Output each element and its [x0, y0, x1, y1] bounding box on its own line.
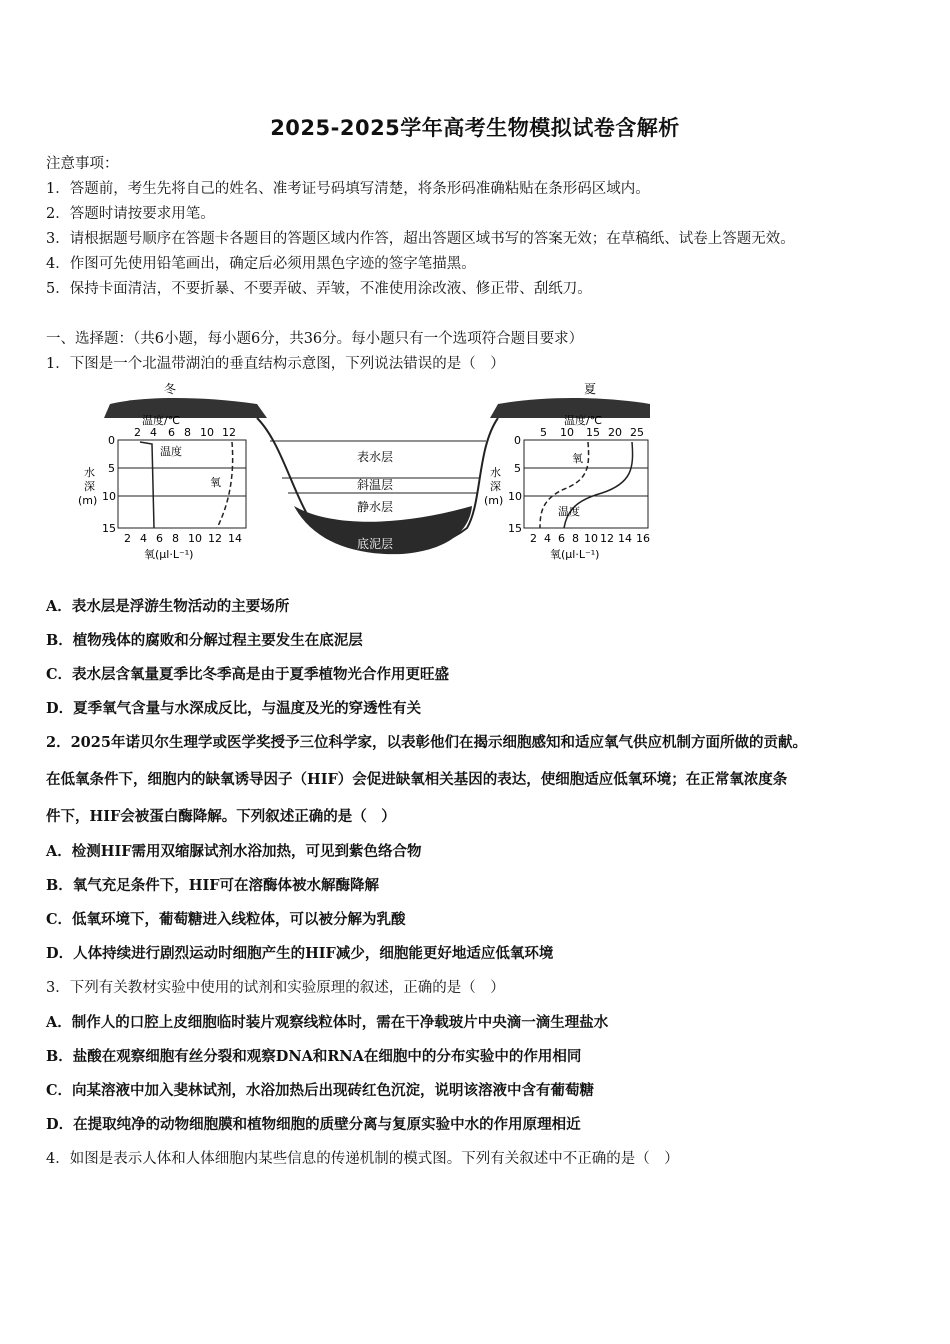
svg-text:水: 水	[84, 466, 95, 479]
winter-depth-ticks	[102, 434, 116, 535]
question-1-option-b: B．植物残体的腐败和分解过程主要发生在底泥层	[46, 632, 363, 649]
svg-text:8: 8	[572, 532, 579, 545]
svg-text:10: 10	[560, 426, 574, 439]
svg-text:15: 15	[508, 522, 522, 535]
svg-text:0: 0	[108, 434, 115, 447]
question-3-option-a: A．制作人的口腔上皮细胞临时装片观察线粒体时，需在干净载玻片中央滴一滴生理盐水	[46, 1014, 609, 1031]
svg-text:深: 深	[490, 480, 501, 493]
question-3-option-c: C．向某溶液中加入斐林试剂，水浴加热后出现砖红色沉淀，说明该溶液中含有葡萄糖	[46, 1082, 595, 1099]
layer-label: 静水层	[356, 500, 394, 514]
summer-temp-curve-label: 温度	[558, 505, 580, 518]
winter-temp-axis-title: 温度/℃	[142, 414, 181, 427]
winter-temp-curve	[140, 442, 154, 528]
note-item: 2．答题时请按要求用笔。	[46, 206, 215, 222]
svg-text:0: 0	[514, 434, 521, 447]
svg-text:10: 10	[102, 490, 116, 503]
svg-text:4: 4	[140, 532, 147, 545]
svg-text:8: 8	[184, 426, 191, 439]
question-2-option-d: D．人体持续进行剧烈运动时细胞产生的HIF减少，细胞能更好地适应低氧环境	[46, 945, 554, 962]
question-1-option-a: A．表水层是浮游生物活动的主要场所	[46, 598, 290, 615]
winter-season-label: 冬	[164, 382, 177, 396]
section-heading: 一、选择题：（共6小题，每小题6分，共36分。每小题只有一个选项符合题目要求）	[46, 331, 584, 347]
question-2-stem: 件下，HIF会被蛋白酶降解。下列叙述正确的是（ ）	[46, 808, 396, 825]
svg-text:2: 2	[530, 532, 537, 545]
winter-oxygen-ticks	[124, 532, 242, 545]
layer-label: 表水层	[356, 450, 394, 464]
svg-text:14: 14	[228, 532, 242, 545]
note-item: 1．答题前，考生先将自己的姓名、准考证号码填写清楚，将条形码准确粘贴在条形码区域内。	[46, 181, 650, 197]
svg-text:12: 12	[600, 532, 614, 545]
question-2-option-b: B．氧气充足条件下，HIF可在溶酶体被水解酶降解	[46, 877, 380, 894]
svg-text:5: 5	[514, 462, 521, 475]
winter-temp-curve-label: 温度	[160, 445, 182, 458]
question-4-stem: 4．如图是表示人体和人体细胞内某些信息的传递机制的模式图。下列有关叙述中不正确的是（ ）	[46, 1151, 679, 1167]
svg-text:20: 20	[608, 426, 622, 439]
winter-oxygen-axis-title: 氧(μl·L⁻¹)	[144, 548, 194, 561]
summer-oxygen-axis-title: 氧(μl·L⁻¹)	[550, 548, 600, 561]
svg-text:4: 4	[150, 426, 157, 439]
question-2-option-a: A．检测HIF需用双缩脲试剂水浴加热，可见到紫色络合物	[46, 843, 422, 860]
question-3-option-b: B．盐酸在观察细胞有丝分裂和观察DNA和RNA在细胞中的分布实验中的作用相同	[46, 1048, 582, 1065]
layer-label: 底泥层	[356, 537, 394, 551]
question-3-stem: 3．下列有关教材实验中使用的试剂和实验原理的叙述，正确的是（ ）	[46, 980, 505, 996]
summer-temp-axis-title: 温度/℃	[564, 414, 603, 427]
winter-depth-label	[78, 465, 97, 507]
winter-temp-ticks	[134, 426, 236, 439]
svg-text:5: 5	[540, 426, 547, 439]
question-1-stem: 1．下图是一个北温带湖泊的垂直结构示意图，下列说法错误的是（ ）	[46, 356, 505, 372]
svg-text:(m): (m)	[484, 494, 504, 507]
svg-text:15: 15	[586, 426, 600, 439]
question-1-option-c: C．表水层含氧量夏季比冬季高是由于夏季植物光合作用更旺盛	[46, 666, 450, 683]
svg-text:10: 10	[584, 532, 598, 545]
question-3-option-d: D．在提取纯净的动物细胞膜和植物细胞的质壁分离与复原实验中水的作用原理相近	[46, 1116, 581, 1133]
question-1-option-d: D．夏季氧气含量与水深成反比，与温度及光的穿透性有关	[46, 700, 422, 717]
summer-season-label: 夏	[584, 382, 597, 396]
svg-text:10: 10	[200, 426, 214, 439]
lake-structure-figure	[72, 378, 662, 563]
svg-text:水: 水	[490, 466, 501, 479]
svg-text:4: 4	[544, 532, 551, 545]
question-2-stem: 在低氧条件下，细胞内的缺氧诱导因子（HIF）会促进缺氧相关基因的表达，使细胞适应低氧环境；在正常氧浓度条	[46, 771, 788, 788]
svg-text:5: 5	[108, 462, 115, 475]
summer-oxygen-ticks	[530, 532, 650, 545]
svg-text:6: 6	[168, 426, 175, 439]
svg-text:2: 2	[134, 426, 141, 439]
note-item: 5．保持卡面清洁，不要折暴、不要弄破、弄皱，不准使用涂改液、修正带、刮纸刀。	[46, 281, 592, 297]
svg-text:12: 12	[222, 426, 236, 439]
summer-temp-ticks	[540, 426, 644, 439]
question-2-option-c: C．低氧环境下，葡萄糖进入线粒体，可以被分解为乳酸	[46, 911, 406, 928]
summer-depth-label	[484, 465, 503, 507]
layer-label: 斜温层	[356, 478, 394, 492]
svg-text:25: 25	[630, 426, 644, 439]
page-title: 2025-2025学年高考生物模拟试卷含解析	[270, 116, 680, 140]
summer-oxygen-curve-label: 氧	[572, 452, 583, 465]
left-bank	[104, 398, 267, 418]
note-item: 4．作图可先使用铅笔画出，确定后必须用黑色字迹的签字笔描黑。	[46, 256, 476, 272]
svg-text:10: 10	[508, 490, 522, 503]
svg-text:16: 16	[636, 532, 650, 545]
svg-text:深: 深	[84, 480, 95, 493]
winter-oxygen-curve-label: 氧	[210, 476, 221, 489]
svg-text:2: 2	[124, 532, 131, 545]
svg-text:14: 14	[618, 532, 632, 545]
svg-text:6: 6	[558, 532, 565, 545]
summer-depth-ticks	[508, 434, 522, 535]
notes-heading: 注意事项：	[46, 156, 119, 172]
svg-text:8: 8	[172, 532, 179, 545]
svg-text:(m): (m)	[78, 494, 98, 507]
svg-text:10: 10	[188, 532, 202, 545]
question-2-stem: 2．2025年诺贝尔生理学或医学奖授予三位科学家，以表彰他们在揭示细胞感知和适应氧气供应机制方面所做的贡献。	[46, 734, 807, 751]
note-item: 3．请根据题号顺序在答题卡各题目的答题区域内作答，超出答题区域书写的答案无效；在草稿纸、试卷上答题无效。	[46, 231, 795, 247]
svg-text:6: 6	[156, 532, 163, 545]
svg-text:12: 12	[208, 532, 222, 545]
svg-text:15: 15	[102, 522, 116, 535]
